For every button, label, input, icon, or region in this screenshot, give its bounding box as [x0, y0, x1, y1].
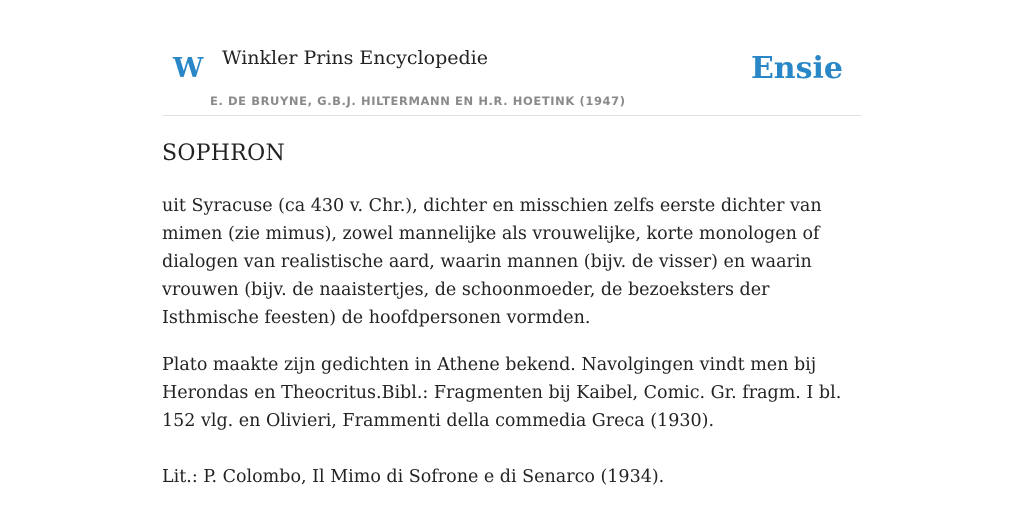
article-headword: SOPHRON [162, 141, 286, 166]
article-paragraph: Plato maakte zijn gedichten in Athene bekend. Navolgingen vindt men bij Herondas en Theocritus.Bibl.: Fragmenten bij Kaibel, Comic. Gr. fragm. I bl. 152 vlg. en Olivieri, Frammenti della commedia Greca (1930). [162, 355, 842, 431]
publication-authors: E. DE BRUYNE, G.B.J. HILTERMANN EN H.R. HOETINK (1947) [210, 94, 626, 108]
publication-logo[interactable]: W [173, 53, 204, 84]
publication-title[interactable]: Winkler Prins Encyclopedie [222, 47, 488, 69]
article-body [162, 138, 862, 491]
source-header [162, 38, 862, 116]
article-literature: Lit.: P. Colombo, Il Mimo di Sofrone e di Senarco (1934). [162, 467, 665, 487]
article-paragraph: uit Syracuse (ca 430 v. Chr.), dichter en misschien zelfs eerste dichter van mimen (zie mimus), zowel mannelijke als vrouwelijke, korte monologen of dialogen van realistische aard, waarin mannen (bijv. de visser) en waarin vrouwen (bijv. de naaistertjes, de schoonmoeder, de bezoeksters der Isthmische feesten) de hoofdpersonen vormden. [162, 196, 822, 328]
brand-logo[interactable]: Ensie [750, 51, 843, 86]
